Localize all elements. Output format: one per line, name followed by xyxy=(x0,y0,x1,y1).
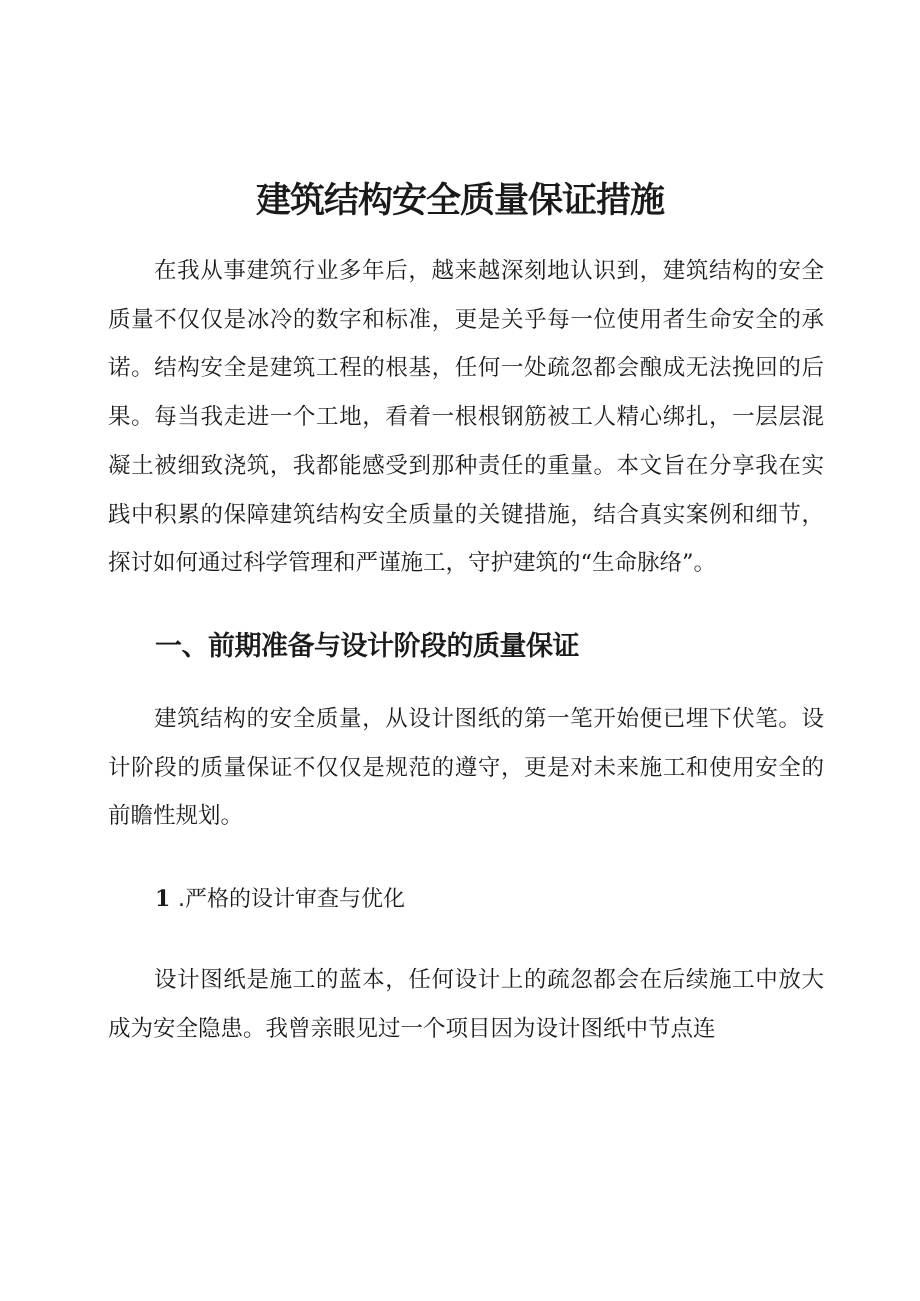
intro-paragraph: 在我从事建筑行业多年后，越来越深刻地认识到，建筑结构的安全质量不仅仅是冰冷的数字和标准，更是关乎每一位使用者生命安全的承诺。结构安全是建筑工程的根基，任何一处疏忽都会酿成无法挽回的后果。每当我走进一个工地，看着一根根钢筋被工人精心绑扎，一层层混凝土被细致浇筑，我都能感受到那种责任的重量。本文旨在分享我在实践中积累的保障建筑结构安全质量的关键措施，结合真实案例和细节，探讨如何通过科学管理和严谨施工，守护建筑的“生命脉络”。 xyxy=(108,258,824,577)
subsection-heading xyxy=(155,877,405,922)
subsection-number: 1 xyxy=(155,886,171,912)
section-heading: 一、前期准备与设计阶段的质量保证 xyxy=(155,631,579,662)
document-title: 建筑结构安全质量保证措施 xyxy=(255,181,664,221)
subsection-title: .严格的设计审查与优化 xyxy=(177,887,405,912)
section-paragraph: 建筑结构的安全质量，从设计图纸的第一笔开始便已埋下伏笔。设计阶段的质量保证不仅仅是规范的遵守，更是对未来施工和使用安全的前瞻性规划。 xyxy=(108,706,824,830)
subsection-paragraph: 设计图纸是施工的蓝本，任何设计上的疏忽都会在后续施工中放大成为安全隐患。我曾亲眼见过一个项目因为设计图纸中节点连 xyxy=(108,967,824,1042)
